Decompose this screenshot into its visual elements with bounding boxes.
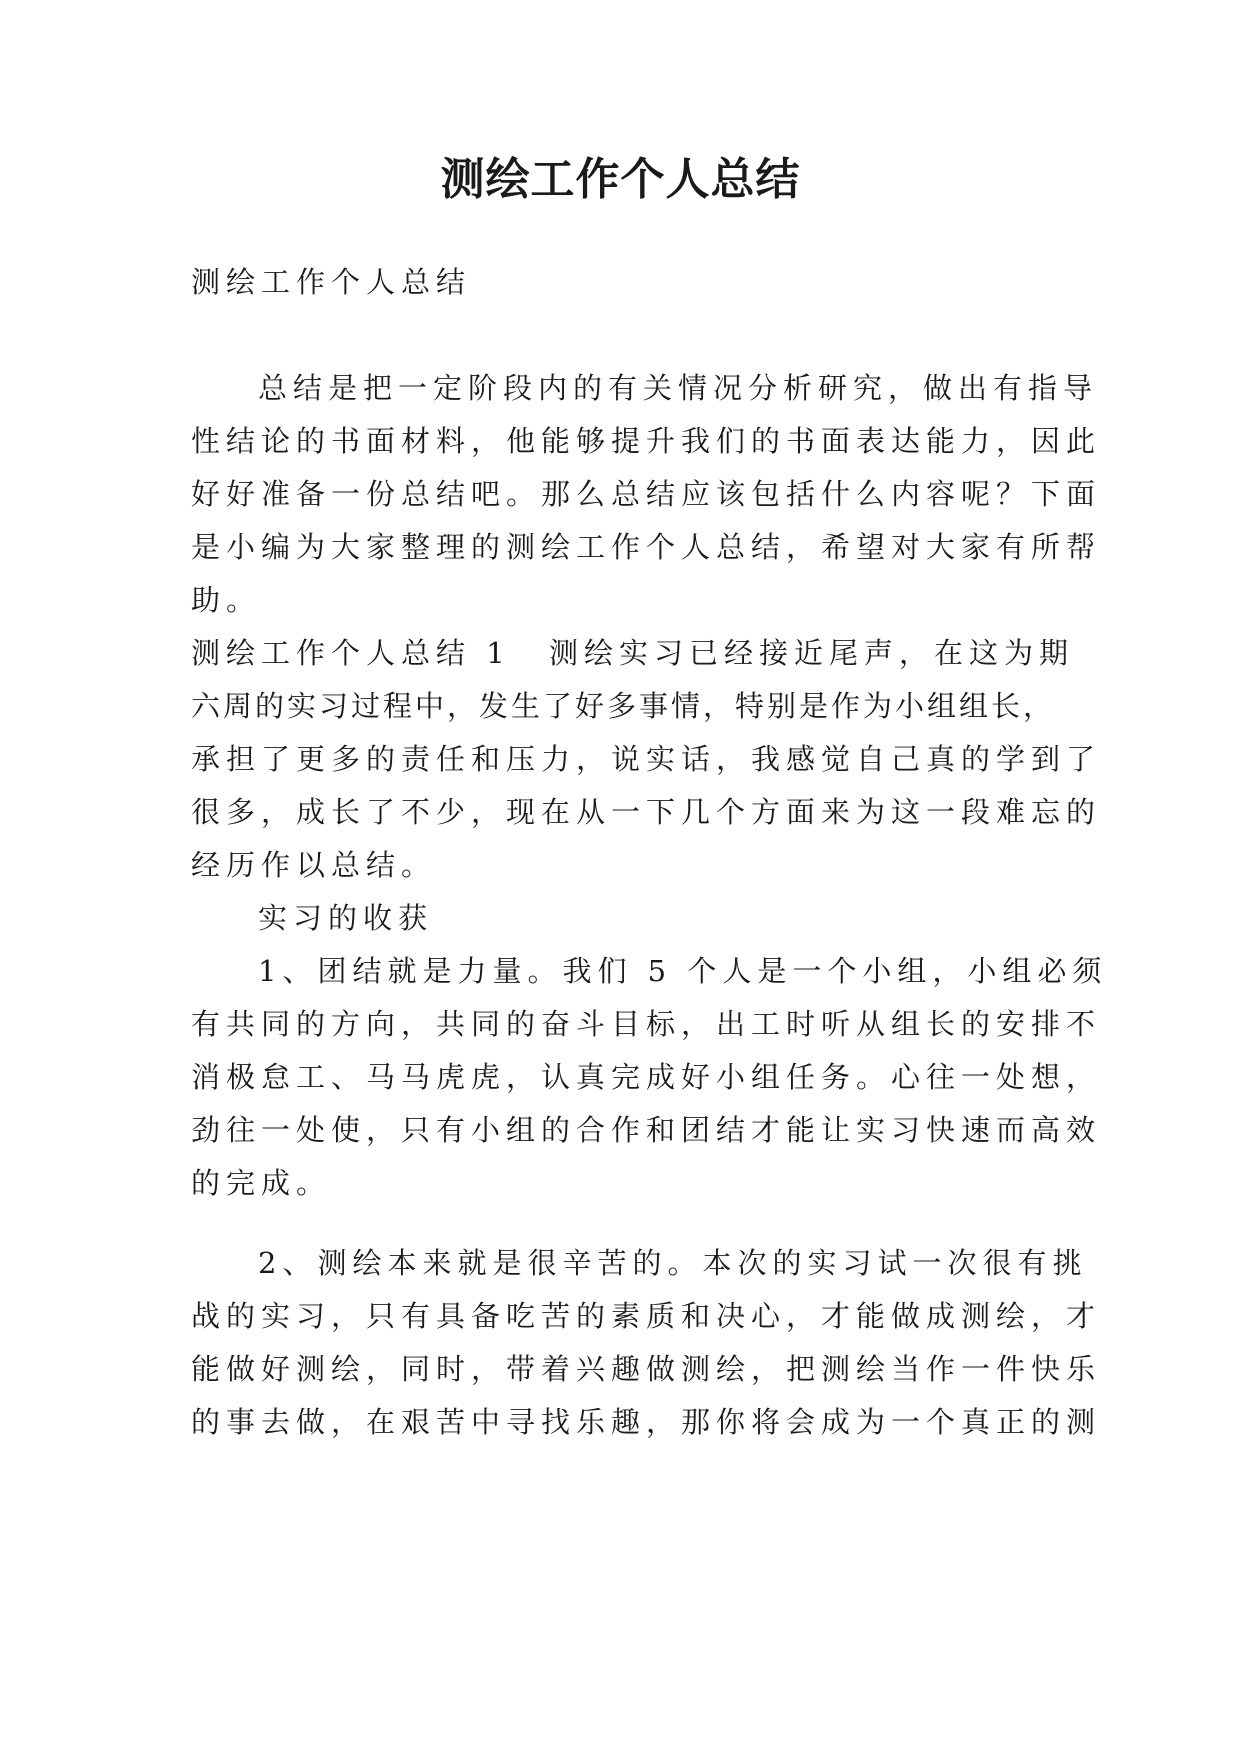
subtitle-line: 测绘工作个人总结 (191, 265, 472, 299)
body-line: 的事去做，在艰苦中寻找乐趣，那你将会成为一个真正的测 (191, 1405, 1102, 1439)
body-line: 经历作以总结。 (191, 848, 437, 882)
body-line: 测绘实习已经接近尾声，在这为期 (549, 636, 1075, 670)
body-line: 劲往一处使，只有小组的合作和团结才能让实习快速而高效 (191, 1113, 1102, 1147)
subheading-line: 实习的收获 (258, 901, 434, 935)
body-line: 助。 (191, 583, 262, 617)
body-line: 2、测绘本来就是很辛苦的。本次的实习试一次很有挑 (258, 1246, 1088, 1280)
document-title: 测绘工作个人总结 (440, 154, 801, 205)
body-line: 总结是把一定阶段内的有关情况分析研究，做出有指导 (258, 371, 1099, 405)
body-line: 能做好测绘，同时，带着兴趣做测绘，把测绘当作一件快乐 (191, 1352, 1102, 1386)
body-line: 是小编为大家整理的测绘工作个人总结，希望对大家有所帮 (191, 530, 1102, 564)
body-line: 好好准备一份总结吧。那么总结应该包括什么内容呢？下面 (191, 477, 1102, 511)
body-line: 1、团结就是力量。我们 5 个人是一个小组，小组必须 (258, 954, 1108, 988)
body-line: 承担了更多的责任和压力，说实话，我感觉自己真的学到了 (191, 742, 1102, 776)
body-line: 战的实习，只有具备吃苦的素质和决心，才能做成测绘，才 (191, 1299, 1102, 1333)
body-line: 消极怠工、马马虎虎，认真完成好小组任务。心往一处想， (191, 1060, 1102, 1094)
section-heading: 测绘工作个人总结 1 (191, 636, 511, 670)
body-line: 有共同的方向，共同的奋斗目标，出工时听从组长的安排不 (191, 1007, 1102, 1041)
body-line: 性结论的书面材料，他能够提升我们的书面表达能力，因此 (191, 424, 1102, 458)
body-line: 的完成。 (191, 1166, 332, 1200)
body-line: 六周的实习过程中，发生了好多事情，特别是作为小组组长， (191, 689, 1056, 723)
body-line: 很多，成长了不少，现在从一下几个方面来为这一段难忘的 (191, 795, 1102, 829)
